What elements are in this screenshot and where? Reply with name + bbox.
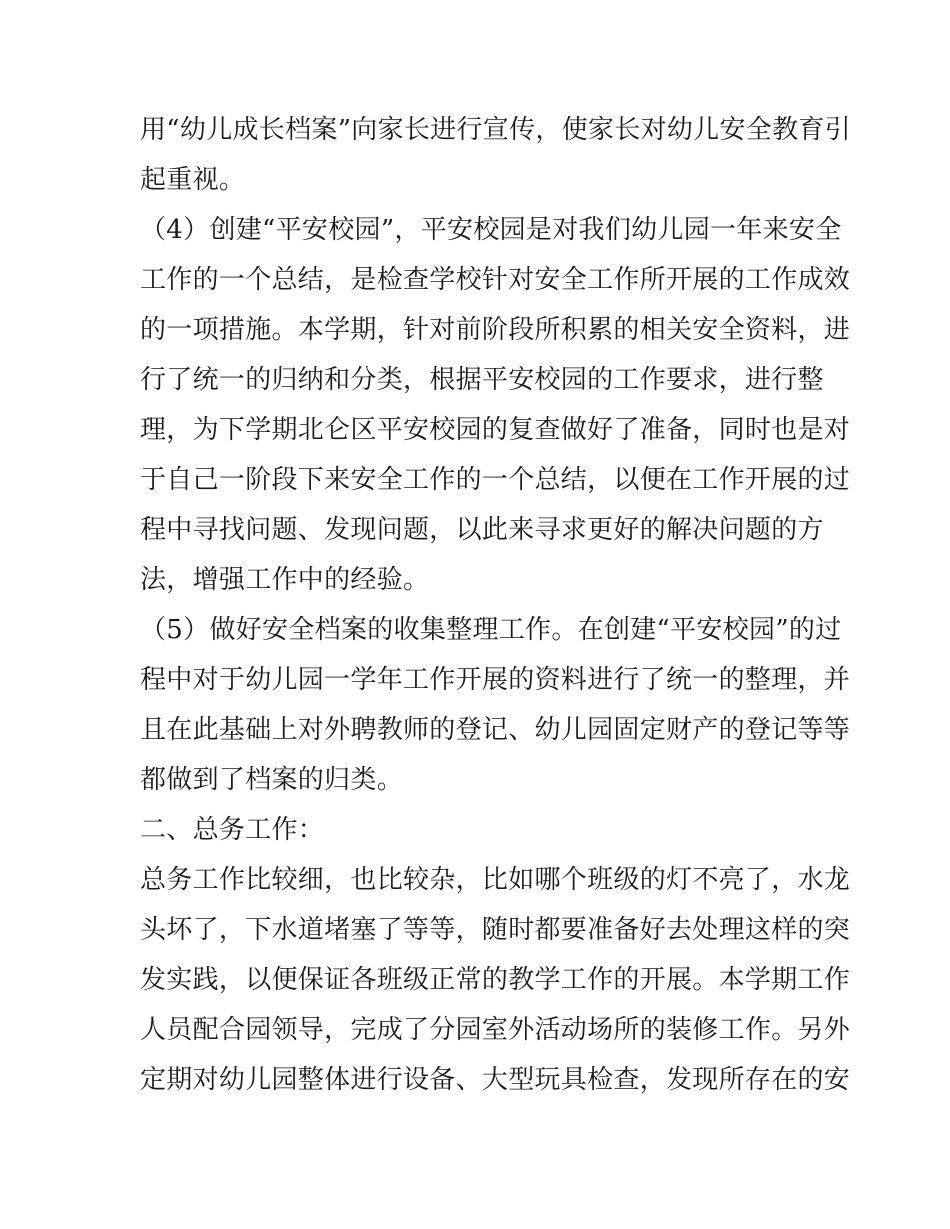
text-line: 工作的一个总结，是检查学校针对安全工作所开展的工作成效 xyxy=(140,265,851,295)
text-line: 用“幼儿成长档案”向家长进行宣传，使家长对幼儿安全教育引 xyxy=(140,115,851,145)
text-line: 且在此基础上对外聘教师的登记、幼儿园固定财产的登记等等 xyxy=(140,715,851,745)
text-line: 定期对幼儿园整体进行设备、大型玩具检查，发现所存在的安 xyxy=(140,1065,851,1095)
text-line: 头坏了，下水道堵塞了等等，随时都要准备好去处理这样的突 xyxy=(140,915,851,945)
text-line: 程中对于幼儿园一学年工作开展的资料进行了统一的整理，并 xyxy=(140,665,851,695)
text-line: 理，为下学期北仑区平安校园的复查做好了准备，同时也是对 xyxy=(140,415,851,445)
text-line: 行了统一的归纳和分类，根据平安校园的工作要求，进行整 xyxy=(140,365,824,395)
text-line: 于自己一阶段下来安全工作的一个总结，以便在工作开展的过 xyxy=(140,465,851,495)
text-line: （4）创建“平安校园”，平安校园是对我们幼儿园一年来安全 xyxy=(140,215,842,245)
text-line: 发实践，以便保证各班级正常的教学工作的开展。本学期工作 xyxy=(140,965,851,995)
text-line: 都做到了档案的归类。 xyxy=(140,765,404,795)
text-line: 总务工作比较细，也比较杂，比如哪个班级的灯不亮了，水龙 xyxy=(140,865,851,895)
text-line: 程中寻找问题、发现问题，以此来寻求更好的解决问题的方 xyxy=(140,515,824,545)
section-heading: 二、总务工作： xyxy=(140,815,325,845)
text-line: 法，增强工作中的经验。 xyxy=(140,565,430,595)
text-line: （5）做好安全档案的收集整理工作。在创建“平安校园”的过 xyxy=(140,615,842,645)
document-body xyxy=(140,105,851,1105)
text-line: 人员配合园领导，完成了分园室外活动场所的装修工作。另外 xyxy=(140,1015,851,1045)
text-line: 的一项措施。本学期，针对前阶段所积累的相关安全资料，进 xyxy=(140,315,851,345)
text-line: 起重视。 xyxy=(140,165,246,195)
